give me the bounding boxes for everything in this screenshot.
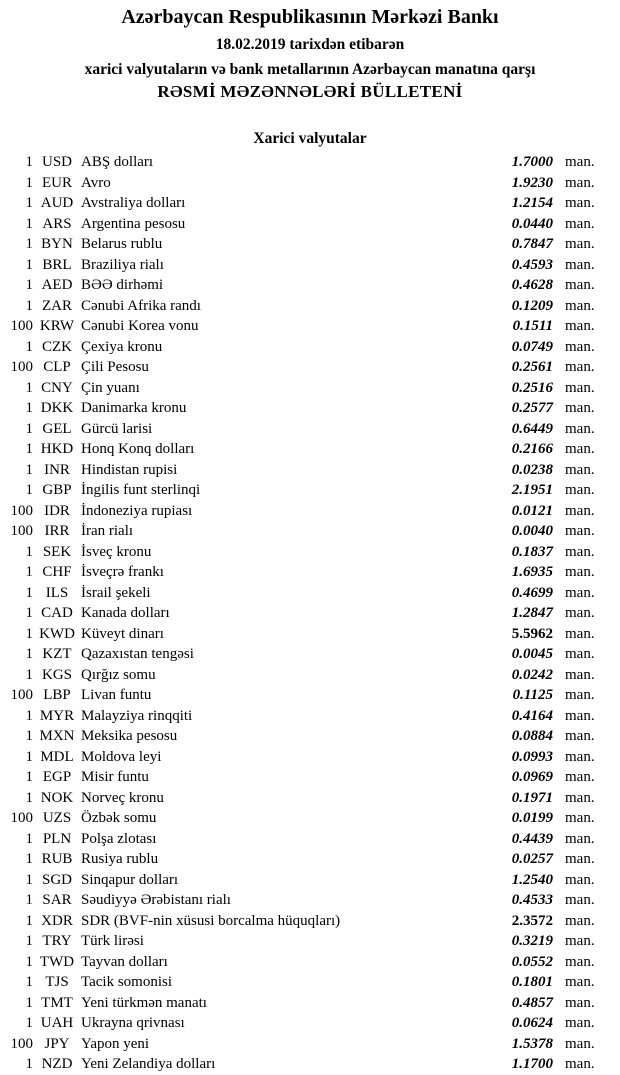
unit-cell: man.	[565, 728, 595, 744]
unit-cell: man.	[565, 1035, 595, 1052]
rate-cell: 0.2516	[511, 379, 553, 396]
rate-cell: 1.1700	[511, 1056, 553, 1072]
rate-cell: 2.3572	[511, 912, 553, 929]
name-cell: Yeni türkmən manatı	[81, 994, 207, 1011]
name-cell: Ukrayna qrivnası	[81, 1015, 185, 1031]
name-cell: Polşa zlotası	[81, 830, 157, 847]
code-cell: JPY	[44, 1035, 70, 1052]
name-cell: Cənubi Korea vonu	[81, 318, 199, 334]
code-cell: EUR	[42, 174, 72, 191]
qty-cell: 1	[25, 564, 33, 580]
currency-row	[0, 931, 620, 952]
qty-cell: 100	[10, 523, 33, 539]
qty-cell: 1	[25, 646, 33, 662]
qty-cell: 1	[25, 338, 33, 355]
name-cell: Misir funtu	[81, 769, 149, 785]
name-cell: Qazaxıstan tengəsi	[81, 646, 194, 662]
qty-cell: 1	[25, 892, 33, 908]
code-cell: MXN	[39, 728, 75, 744]
currency-row	[0, 501, 620, 522]
rate-cell: 1.5378	[511, 1035, 553, 1052]
rate-cell: 0.4593	[511, 256, 553, 273]
unit-cell: man.	[565, 420, 595, 437]
name-cell: İndoneziya rupiası	[81, 502, 193, 519]
name-cell: Rusiya rublu	[81, 851, 159, 867]
unit-cell: man.	[565, 605, 595, 621]
code-cell: RUB	[41, 851, 73, 867]
name-cell: Çin yuanı	[81, 379, 140, 396]
qty-cell: 1	[25, 789, 33, 806]
unit-cell: man.	[565, 482, 595, 498]
code-cell: ILS	[45, 584, 69, 601]
code-cell: XDR	[41, 912, 73, 929]
name-cell: BƏƏ dirhəmi	[81, 277, 164, 293]
currency-row	[0, 460, 620, 481]
code-cell: MDL	[40, 748, 74, 765]
name-cell: Avro	[81, 174, 111, 191]
qty-cell: 1	[25, 625, 33, 642]
code-cell: KGS	[41, 666, 72, 683]
name-cell: SDR (BVF-nin xüsusi borcalma hüquqları)	[81, 912, 341, 929]
rate-cell: 0.0993	[511, 748, 553, 765]
unit-cell: man.	[565, 359, 595, 375]
currency-row	[0, 480, 620, 501]
unit-cell: man.	[565, 769, 595, 785]
section-title: Xarici valyutalar	[253, 130, 367, 147]
unit-cell: man.	[565, 297, 595, 314]
currency-row	[0, 911, 620, 932]
rate-cell: 0.2166	[511, 441, 553, 457]
currency-row	[0, 583, 620, 604]
code-cell: HKD	[40, 441, 74, 457]
unit-cell: man.	[565, 215, 595, 232]
currency-row	[0, 152, 620, 173]
name-cell: Sinqapur dolları	[81, 871, 179, 888]
unit-cell: man.	[565, 154, 595, 170]
code-cell: UAH	[40, 1015, 74, 1031]
currency-row	[0, 747, 620, 768]
qty-cell: 1	[25, 400, 33, 416]
unit-cell: man.	[565, 236, 595, 252]
unit-cell: man.	[565, 441, 595, 457]
code-cell: AUD	[40, 195, 74, 211]
qty-cell: 1	[25, 584, 33, 601]
bulletin-header	[0, 0, 620, 101]
name-cell: Meksika pesosu	[81, 728, 178, 744]
rate-cell: 0.1511	[512, 318, 553, 334]
unit-cell: man.	[565, 461, 595, 478]
qty-cell: 1	[25, 482, 33, 498]
qty-cell: 1	[25, 605, 33, 621]
rate-cell: 5.5962	[511, 625, 553, 642]
currency-row	[0, 255, 620, 276]
unit-cell: man.	[565, 318, 595, 334]
code-cell: USD	[41, 154, 72, 170]
qty-cell: 100	[10, 1035, 33, 1052]
currency-row	[0, 234, 620, 255]
code-cell: EGP	[42, 769, 72, 785]
name-cell: İsveç kronu	[81, 543, 152, 560]
unit-cell: man.	[565, 974, 595, 990]
qty-cell: 1	[25, 543, 33, 560]
code-cell: SGD	[41, 871, 72, 888]
qty-cell: 1	[25, 707, 33, 724]
unit-cell: man.	[565, 810, 595, 826]
rate-cell: 0.0969	[511, 769, 553, 785]
qty-cell: 1	[25, 379, 33, 396]
currency-row	[0, 542, 620, 563]
unit-cell: man.	[565, 666, 595, 683]
currency-row	[0, 767, 620, 788]
name-cell: Kanada dolları	[81, 605, 170, 621]
code-cell: BYN	[41, 236, 73, 252]
currency-row	[0, 788, 620, 809]
currency-row	[0, 890, 620, 911]
rate-cell: 0.4628	[511, 277, 553, 293]
rate-cell: 0.4699	[511, 584, 553, 601]
code-cell: KZT	[42, 646, 72, 662]
name-cell: Türk lirəsi	[81, 933, 144, 949]
rate-cell: 0.0238	[511, 461, 553, 478]
currency-row	[0, 398, 620, 419]
rate-cell: 0.7847	[511, 236, 553, 252]
qty-cell: 1	[25, 277, 33, 293]
name-cell: Cənubi Afrika randı	[81, 297, 201, 314]
bulletin-title: RƏSMİ MƏZƏNNƏLƏRİ BÜLLETENİ	[157, 82, 463, 101]
name-cell: Hindistan rupisi	[81, 461, 178, 478]
qty-cell: 1	[25, 912, 33, 929]
rate-cell: 1.2154	[511, 195, 553, 211]
name-cell: Çili Pesosu	[81, 359, 149, 375]
code-cell: IRR	[44, 523, 70, 539]
code-cell: MYR	[39, 707, 75, 724]
qty-cell: 1	[25, 1056, 33, 1072]
code-cell: UZS	[42, 810, 72, 826]
currency-row	[0, 275, 620, 296]
currency-row	[0, 357, 620, 378]
rate-cell: 0.1209	[511, 297, 553, 314]
currency-row	[0, 193, 620, 214]
unit-cell: man.	[565, 912, 595, 929]
name-cell: Honq Konq dolları	[81, 441, 195, 457]
rate-cell: 0.4857	[511, 994, 553, 1011]
unit-cell: man.	[565, 646, 595, 662]
code-cell: NOK	[40, 789, 74, 806]
rate-cell: 0.2561	[511, 359, 553, 375]
currency-row	[0, 1013, 620, 1034]
name-cell: Tacik somonisi	[81, 974, 173, 990]
code-cell: AED	[41, 277, 73, 293]
unit-cell: man.	[565, 871, 595, 888]
code-cell: KRW	[39, 318, 75, 334]
currency-row	[0, 829, 620, 850]
name-cell: Küveyt dinarı	[81, 625, 164, 642]
code-cell: INR	[44, 461, 70, 478]
currency-row	[0, 173, 620, 194]
unit-cell: man.	[565, 892, 595, 908]
qty-cell: 1	[25, 994, 33, 1011]
currency-row	[0, 439, 620, 460]
currency-row	[0, 521, 620, 542]
qty-cell: 1	[25, 236, 33, 252]
bank-name: Azərbaycan Respublikasının Mərkəzi Bankı	[121, 6, 499, 28]
qty-cell: 100	[10, 687, 33, 703]
unit-cell: man.	[565, 851, 595, 867]
qty-cell: 1	[25, 195, 33, 211]
rate-cell: 0.1801	[511, 974, 553, 990]
code-cell: CHF	[42, 564, 72, 580]
name-cell: Avstraliya dolları	[81, 195, 186, 211]
code-cell: TMT	[41, 994, 73, 1011]
code-cell: LBP	[43, 687, 71, 703]
rate-cell: 0.0199	[511, 810, 553, 826]
unit-cell: man.	[565, 748, 595, 765]
name-cell: Moldova leyi	[81, 748, 162, 765]
unit-cell: man.	[565, 789, 595, 806]
unit-cell: man.	[565, 830, 595, 847]
rate-cell: 1.9230	[511, 174, 553, 191]
currency-row	[0, 952, 620, 973]
code-cell: TWD	[39, 953, 75, 970]
qty-cell: 1	[25, 297, 33, 314]
qty-cell: 1	[25, 461, 33, 478]
qty-cell: 1	[25, 420, 33, 437]
name-cell: İngilis funt sterlinqi	[81, 482, 201, 498]
rate-cell: 1.2847	[511, 605, 553, 621]
rate-cell: 0.0624	[511, 1015, 553, 1031]
name-cell: Danimarka kronu	[81, 400, 187, 416]
qty-cell: 1	[25, 666, 33, 683]
name-cell: Çexiya kronu	[81, 338, 163, 355]
rate-cell: 0.4164	[511, 707, 553, 724]
name-cell: Belarus rublu	[81, 236, 163, 252]
code-cell: GEL	[42, 420, 72, 437]
code-cell: CLP	[43, 359, 71, 375]
code-cell: IDR	[44, 502, 70, 519]
unit-cell: man.	[565, 625, 595, 642]
unit-cell: man.	[565, 195, 595, 211]
name-cell: Səudiyyə Ərəbistanı rialı	[81, 892, 231, 908]
unit-cell: man.	[565, 933, 595, 949]
currency-row	[0, 378, 620, 399]
unit-cell: man.	[565, 338, 595, 355]
name-cell: Malayziya rinqqiti	[81, 707, 193, 724]
qty-cell: 1	[25, 871, 33, 888]
rate-cell: 0.0440	[511, 215, 553, 232]
name-cell: Yapon yeni	[81, 1035, 150, 1052]
name-cell: Livan funtu	[81, 687, 152, 703]
code-cell: CAD	[41, 605, 73, 621]
qty-cell: 1	[25, 256, 33, 273]
currency-row	[0, 214, 620, 235]
unit-cell: man.	[565, 1015, 595, 1031]
unit-cell: man.	[565, 953, 595, 970]
currency-row	[0, 808, 620, 829]
rate-cell: 2.1951	[511, 482, 553, 498]
qty-cell: 1	[25, 441, 33, 457]
currency-row	[0, 337, 620, 358]
name-cell: Tayvan dolları	[81, 953, 168, 970]
currency-row	[0, 665, 620, 686]
qty-cell: 1	[25, 769, 33, 785]
currency-row	[0, 685, 620, 706]
rate-cell: 0.1125	[512, 687, 553, 703]
currency-row	[0, 972, 620, 993]
code-cell: TRY	[42, 933, 72, 949]
qty-cell: 100	[10, 810, 33, 826]
code-cell: CZK	[42, 338, 72, 355]
rate-cell: 0.0121	[511, 502, 553, 519]
code-cell: KWD	[39, 625, 75, 642]
rate-cell: 0.0242	[511, 666, 553, 683]
currency-table	[0, 152, 620, 1075]
name-cell: İsveçrə frankı	[81, 564, 164, 580]
name-cell: Yeni Zelandiya dolları	[81, 1056, 216, 1072]
currency-row	[0, 562, 620, 583]
qty-cell: 1	[25, 851, 33, 867]
currency-row	[0, 993, 620, 1014]
rate-cell: 1.6935	[511, 564, 553, 580]
code-cell: DKK	[40, 400, 74, 416]
currency-row	[0, 870, 620, 891]
rate-cell: 0.0040	[511, 523, 553, 539]
code-cell: BRL	[42, 256, 72, 273]
code-cell: NZD	[41, 1056, 73, 1072]
unit-cell: man.	[565, 523, 595, 539]
unit-cell: man.	[565, 379, 595, 396]
unit-cell: man.	[565, 584, 595, 601]
code-cell: ZAR	[42, 297, 72, 314]
rate-cell: 0.4439	[511, 830, 553, 847]
unit-cell: man.	[565, 543, 595, 560]
rate-cell: 0.1837	[511, 543, 553, 560]
qty-cell: 1	[25, 933, 33, 949]
currency-row	[0, 296, 620, 317]
code-cell: TJS	[45, 974, 69, 990]
qty-cell: 1	[25, 728, 33, 744]
currency-row	[0, 644, 620, 665]
currency-row	[0, 603, 620, 624]
unit-cell: man.	[565, 174, 595, 191]
unit-cell: man.	[565, 256, 595, 273]
unit-cell: man.	[565, 994, 595, 1011]
code-cell: SEK	[42, 543, 72, 560]
name-cell: Gürcü larisi	[81, 420, 153, 437]
qty-cell: 1	[25, 748, 33, 765]
rate-cell: 0.0257	[511, 851, 553, 867]
currency-row	[0, 726, 620, 747]
name-cell: Özbək somu	[81, 810, 157, 826]
rate-cell: 0.3219	[511, 933, 553, 949]
qty-cell: 1	[25, 154, 33, 170]
unit-cell: man.	[565, 707, 595, 724]
name-cell: Norveç kronu	[81, 789, 164, 806]
rate-cell: 1.7000	[511, 154, 553, 170]
rate-cell: 0.1971	[511, 789, 553, 806]
qty-cell: 1	[25, 1015, 33, 1031]
qty-cell: 100	[10, 359, 33, 375]
currency-row	[0, 419, 620, 440]
unit-cell: man.	[565, 1056, 595, 1072]
qty-cell: 1	[25, 215, 33, 232]
code-cell: ARS	[42, 215, 72, 232]
rate-cell: 0.0552	[511, 953, 553, 970]
unit-cell: man.	[565, 687, 595, 703]
name-cell: Qırğız somu	[81, 666, 156, 683]
qty-cell: 100	[10, 502, 33, 519]
currency-row	[0, 1054, 620, 1075]
unit-cell: man.	[565, 277, 595, 293]
rate-cell: 1.2540	[511, 871, 553, 888]
qty-cell: 1	[25, 174, 33, 191]
subject-line: xarici valyutaların və bank metallarının Azərbaycan manatına qarşı	[84, 61, 536, 78]
unit-cell: man.	[565, 400, 595, 416]
currency-row	[0, 849, 620, 870]
name-cell: ABŞ dolları	[81, 154, 154, 170]
code-cell: SAR	[42, 892, 72, 908]
rate-cell: 0.0749	[511, 338, 553, 355]
name-cell: İsrail şekeli	[81, 584, 151, 601]
effective-date: 18.02.2019 tarixdən etibarən	[215, 36, 405, 53]
unit-cell: man.	[565, 564, 595, 580]
name-cell: Braziliya rialı	[81, 256, 164, 273]
rate-cell: 0.2577	[511, 400, 553, 416]
unit-cell: man.	[565, 502, 595, 519]
rate-cell: 0.4533	[511, 892, 553, 908]
currency-row	[0, 624, 620, 645]
currency-row	[0, 1034, 620, 1055]
qty-cell: 100	[10, 318, 33, 334]
rate-cell: 0.0045	[511, 646, 553, 662]
code-cell: GBP	[42, 482, 72, 498]
code-cell: CNY	[41, 379, 73, 396]
qty-cell: 1	[25, 974, 33, 990]
rate-cell: 0.0884	[511, 728, 553, 744]
qty-cell: 1	[25, 953, 33, 970]
currency-row	[0, 706, 620, 727]
code-cell: PLN	[42, 830, 72, 847]
rate-cell: 0.6449	[511, 420, 553, 437]
currency-row	[0, 316, 620, 337]
name-cell: İran rialı	[81, 523, 134, 539]
qty-cell: 1	[25, 830, 33, 847]
name-cell: Argentina pesosu	[81, 215, 186, 232]
